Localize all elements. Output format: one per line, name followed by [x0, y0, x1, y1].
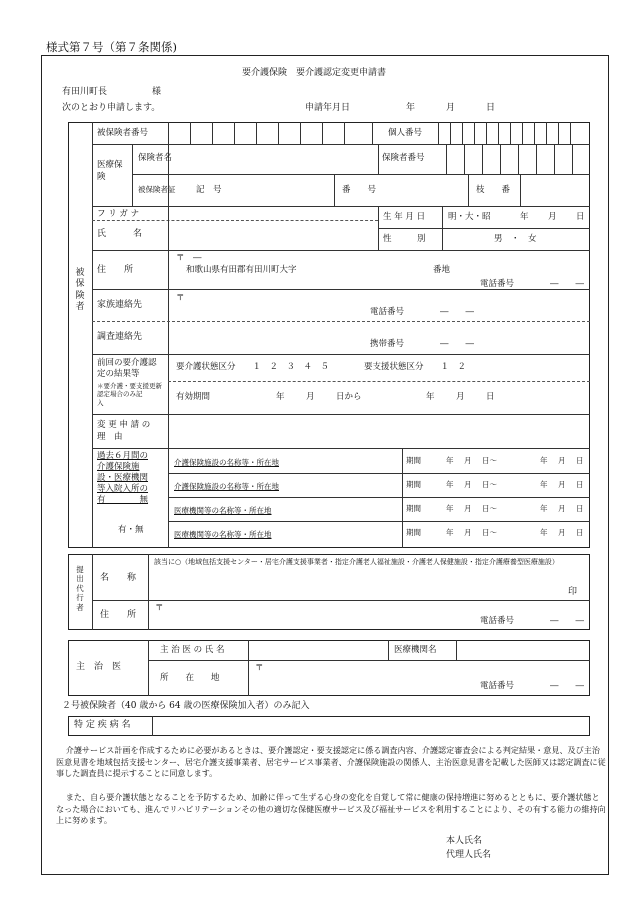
specific-disease-row [68, 716, 590, 736]
valid-to-year: 年 [426, 392, 435, 402]
family-phone-label: 電話番号 [370, 307, 405, 317]
mobile-dash: ― ― [440, 339, 475, 349]
p4-y1: 年 [446, 528, 454, 537]
valid-from-day: 日から [336, 392, 362, 402]
p3-m2: 月 [558, 504, 566, 513]
card-number-label: 番 号 [342, 185, 377, 195]
date-year: 年 [406, 103, 416, 113]
p1-d1: 日～ [482, 456, 497, 465]
care-facility-label-2: 介護保険施設の名称等・所在地 [174, 482, 279, 491]
agent-name-label: 名 称 [100, 573, 137, 583]
family-contact-label: 家族連絡先 [97, 300, 143, 310]
date-month: 月 [446, 103, 456, 113]
sign-self: 本人氏名 [446, 836, 483, 846]
branch-number-label: 枝 番 [476, 185, 511, 195]
agent-phone-label: 電話番号 [480, 616, 515, 626]
change-reason-label: 変 更 申 請 の 理 由 [97, 420, 159, 442]
p2-m1: 月 [464, 480, 472, 489]
address-label: 住 所 [97, 265, 134, 275]
support-level: 要支援状態区分 １ ２ [364, 362, 467, 372]
insured-group-label: 被保険者 [75, 268, 85, 312]
p3-y2: 年 [540, 504, 548, 513]
doctor-phone-label: 電話番号 [480, 681, 515, 691]
agent-phone-dash: ― ― [550, 616, 585, 626]
period-label-2: 期間 [406, 480, 421, 489]
p3-y1: 年 [446, 504, 454, 513]
past6-line4: 等入院入所の [97, 484, 149, 494]
institution-name-label: 医療機関名 [394, 645, 437, 655]
individual-number-label: 個人番号 [388, 128, 423, 138]
birth-day: 日 [576, 212, 585, 222]
p1-y2: 年 [540, 456, 548, 465]
valid-to-day: 日 [486, 392, 495, 402]
valid-period-label: 有効期間 [176, 392, 211, 402]
p2-y2: 年 [540, 480, 548, 489]
p1-m1: 月 [464, 456, 472, 465]
specific-disease-label: 特 定 疾 病 名 [74, 720, 131, 730]
medical-facility-label-2: 医療機関等の名称等・所在地 [174, 530, 272, 539]
p4-m2: 月 [558, 528, 566, 537]
p2-d2: 日 [576, 480, 584, 489]
p4-d1: 日～ [482, 528, 497, 537]
sign-agent: 代理人氏名 [446, 850, 492, 860]
date-day: 日 [486, 103, 496, 113]
agent-group-label: 提出代行者 [76, 565, 84, 612]
agent-address-label: 住 所 [100, 610, 137, 620]
form-number: 様式第７号（第７条関係) [46, 40, 177, 54]
addressee: 有田川町長 [62, 87, 108, 97]
date-label: 申請年月日 [305, 103, 351, 113]
yes-no-options: 有・無 [118, 525, 144, 535]
form-title: 要介護保険 要介護認定変更申請書 [242, 68, 387, 78]
gender-label: 性 別 [383, 234, 426, 244]
birthdate-label: 生 年 月 日 [383, 212, 426, 222]
consent-paragraph-2: また、自ら要介護状態となることを予防するため、加齢に伴って生ずる心身の変化を自覚して常に健康の保持増進に努めるとともに、要介護状態となった場合においても、進んでリハビリテーションその他の適切な保健医療サービス及び福祉サービスを利用することにより、その有する能力の維持向上に努めます。 [56, 792, 606, 826]
era-options: 明・大・昭 [448, 212, 491, 222]
p2-d1: 日～ [482, 480, 497, 489]
intro-text: 次のとおり申請します。 [62, 103, 161, 113]
doctor-name-label: 主 治 医 の 氏 名 [160, 645, 225, 655]
family-phone-dash: ― ― [440, 307, 475, 317]
p2-y1: 年 [446, 480, 454, 489]
p3-d2: 日 [576, 504, 584, 513]
seal-mark: 印 [568, 587, 578, 597]
insurer-number-label: 保険者番号 [382, 153, 425, 163]
p3-d1: 日～ [482, 504, 497, 513]
past6-line1: 過去６月間の [97, 451, 149, 461]
doctor-phone-dash: ― ― [550, 681, 585, 691]
address-value: 和歌山県有田郡有田川町大字 [186, 265, 297, 275]
name-label: 氏 名 [97, 229, 143, 239]
p2-m2: 月 [558, 480, 566, 489]
p4-y2: 年 [540, 528, 548, 537]
survey-contact-label: 調査連絡先 [97, 332, 143, 342]
past6-line2: 介護保険施 [97, 462, 140, 472]
insurer-name-label: 保険者名 [138, 153, 173, 163]
consent-paragraph-1: 介護サービス計画を作成するために必要があるときは、要介護認定・要支援認定に係る調査内容、介護認定審査会による判定結果・意見、及び主治医意見書を地域包括支援センター、居宅介護支援事業者、居宅サービス事業者、介護保険施設の関係人、主治医意見書を記載した医師又は認定調査に従事した調査員に提示することに同意します。 [56, 745, 606, 779]
valid-to-month: 月 [456, 392, 465, 402]
address-postal: 〒 ― [176, 253, 202, 263]
address-phone-dash: ― ― [550, 279, 585, 289]
medical-insurance-label: 医療保険 [97, 160, 123, 182]
past6-line5: 有 無 [97, 495, 149, 505]
valid-from-month: 月 [306, 392, 315, 402]
address-phone-label: 電話番号 [480, 279, 515, 289]
insured-card-label: 被保険者証 [138, 185, 176, 194]
period-label-1: 期間 [406, 456, 421, 465]
valid-from-year: 年 [276, 392, 285, 402]
period-label-4: 期間 [406, 528, 421, 537]
type2-note: ２号被保険者（40 歳から 64 歳の医療保険加入者）のみ記入 [62, 701, 310, 711]
furigana-label: フ リ ガ ナ [97, 209, 140, 219]
care-facility-label-1: 介護保険施設の名称等・所在地 [174, 458, 279, 467]
birth-year: 年 [520, 212, 529, 222]
p3-m1: 月 [464, 504, 472, 513]
family-postal: 〒 [176, 293, 185, 303]
mobile-label: 携帯番号 [370, 339, 405, 349]
prev-result-note: ＊要介護・要支援更新認定場合のみ記 入 [97, 382, 162, 407]
prev-result-label: 前回の要介護認定の結果等 [97, 358, 157, 380]
doctor-group-label: 主 治 医 [76, 662, 122, 672]
address-banchi: 番地 [433, 265, 451, 275]
addressee-suffix: 様 [152, 87, 162, 97]
agent-postal: 〒 [155, 603, 164, 613]
location-label: 所 在 地 [160, 673, 220, 683]
card-symbol-label: 記 号 [196, 185, 222, 195]
doctor-postal: 〒 [255, 663, 264, 673]
past6-line3: 設・医療機関 [97, 473, 149, 483]
p4-d2: 日 [576, 528, 584, 537]
birth-month: 月 [548, 212, 557, 222]
medical-facility-label-1: 医療機関等の名称等・所在地 [174, 506, 272, 515]
p1-m2: 月 [558, 456, 566, 465]
p4-m1: 月 [464, 528, 472, 537]
agent-type-note: 該当に○（地域包括支援センター・居宅介護支援事業者・指定介護老人福祉施設・介護老人保健施設・指定介護療養型医療施設） [154, 558, 559, 566]
care-level: 要介護状態区分 １ ２ ３ ４ ５ [176, 362, 330, 372]
p1-y1: 年 [446, 456, 454, 465]
gender-options: 男 ・ 女 [494, 234, 537, 244]
insured-number-label: 被保険者番号 [97, 128, 149, 138]
p1-d2: 日 [576, 456, 584, 465]
period-label-3: 期間 [406, 504, 421, 513]
